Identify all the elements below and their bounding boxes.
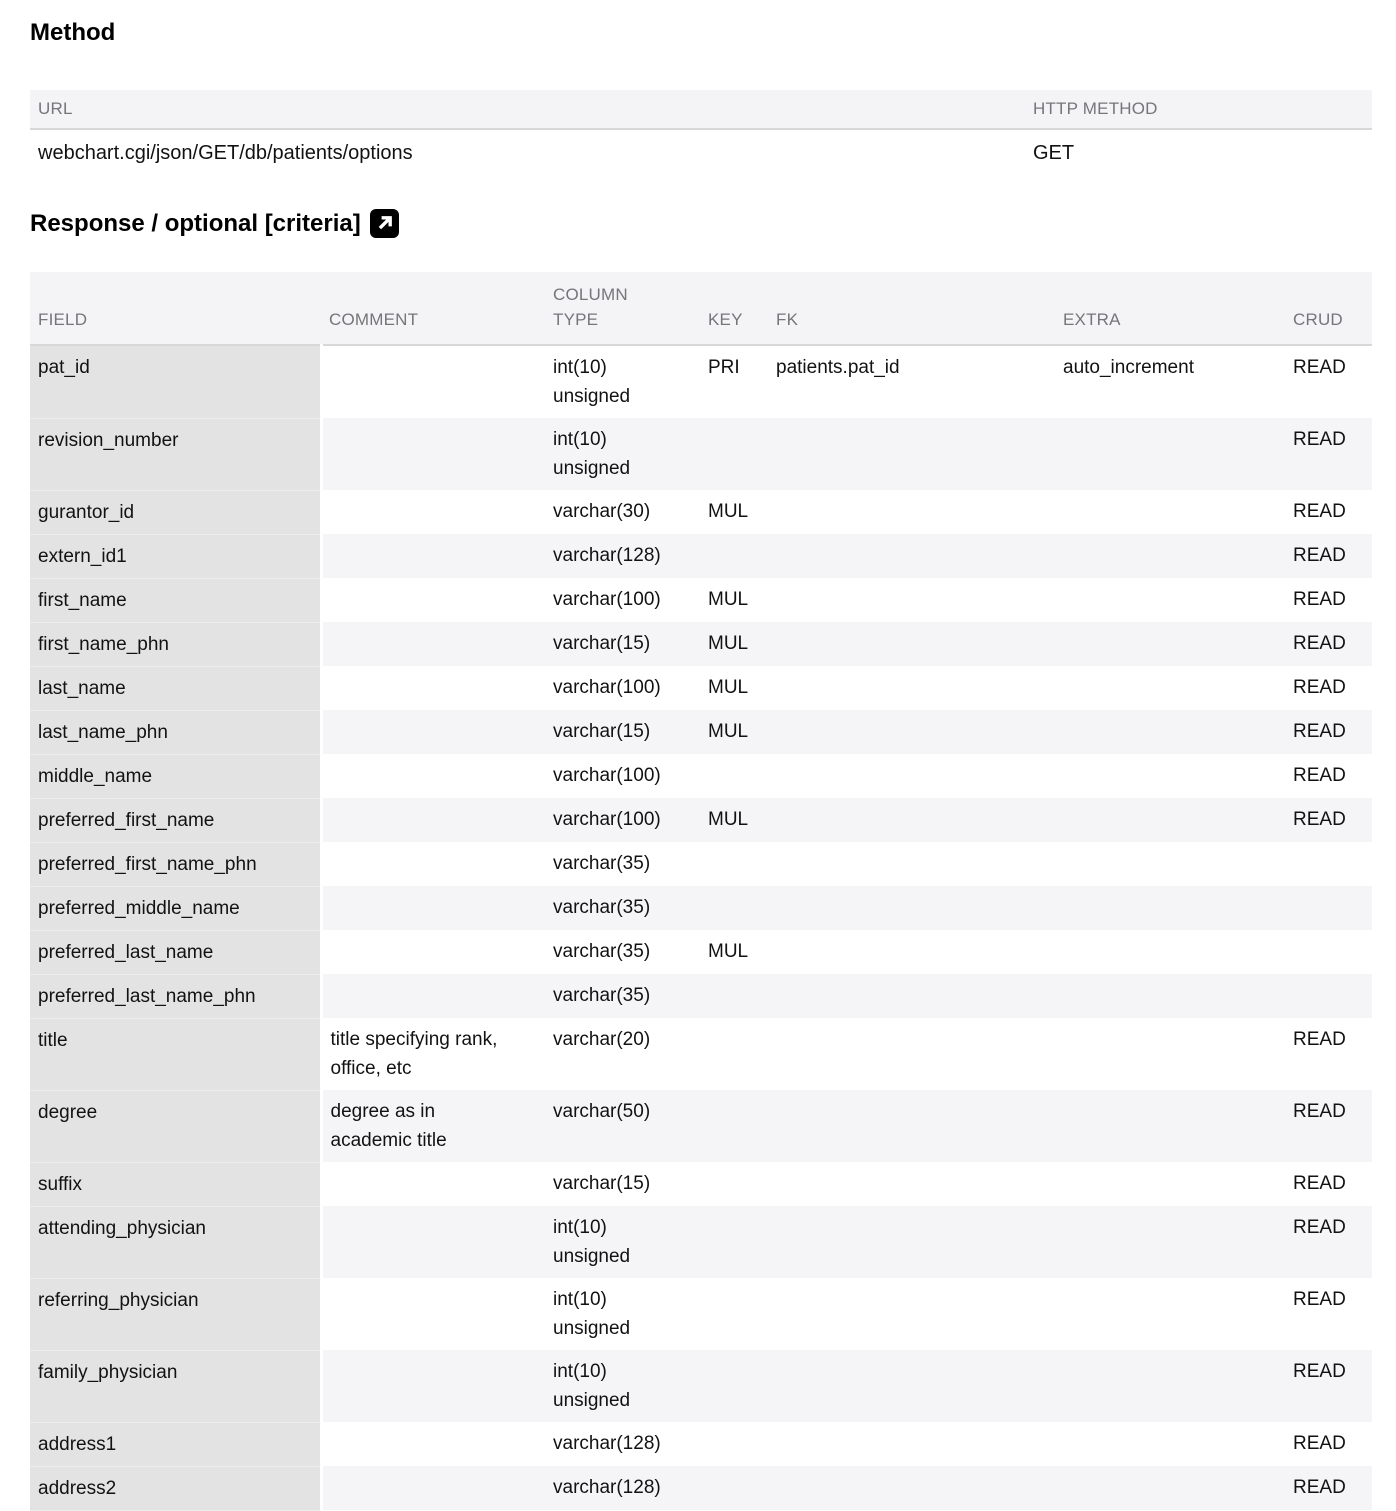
table-row [30,974,1372,1018]
response-heading [30,209,1372,238]
key-cell [700,754,768,798]
column-type-cell: varchar(35) [545,886,700,930]
comment-cell [321,534,545,578]
comment-cell [321,1206,545,1278]
comment-cell [321,578,545,622]
extra-cell [1055,1278,1285,1350]
extra-cell: auto_increment [1063,357,1194,378]
comment-cell [321,754,545,798]
comment-cell [321,1466,545,1510]
comment-cell [321,345,545,418]
extra-cell [1055,710,1285,754]
key-cell [700,1090,768,1162]
fk-cell [768,842,1055,886]
field-cell: address2 [30,1466,321,1510]
field-cell: preferred_last_name_phn [30,974,321,1018]
field-cell: preferred_first_name [30,798,321,842]
field-column-header: FIELD [30,272,321,345]
field-cell: suffix [30,1162,321,1206]
column-type-cell: varchar(128) [553,1433,661,1454]
extra-cell [1055,578,1285,622]
comment-cell: degree as in academic title [321,1090,545,1162]
crud-cell: READ [1285,710,1372,754]
crud-cell: READ [1293,765,1346,786]
table-row [30,622,1372,666]
fk-cell [768,754,1055,798]
column-type-column-header: COLUMN TYPE [545,272,700,345]
extra-cell [1055,1422,1285,1466]
crud-column-header: CRUD [1285,272,1372,345]
fk-cell [768,1018,1055,1090]
table-row [30,798,1372,842]
crud-cell: READ [1293,677,1346,698]
column-type-cell: varchar(35) [553,941,651,962]
field-cell: preferred_first_name_phn [30,842,321,886]
field-cell: address1 [30,1422,321,1466]
key-cell [700,1422,768,1466]
key-cell [700,1162,768,1206]
fk-cell [768,974,1055,1018]
crud-cell: READ [1285,1206,1372,1278]
fk-column-header: FK [768,272,1055,345]
column-type-cell: varchar(20) [553,1029,651,1050]
column-type-cell: varchar(50) [545,1090,700,1162]
comment-cell [321,798,545,842]
comment-cell [321,1422,545,1466]
table-row [30,1466,1372,1510]
key-cell [700,418,768,490]
comment-cell [321,842,545,886]
column-type-cell: int(10) unsigned [553,357,631,407]
key-cell [700,1278,768,1350]
key-cell: MUL [708,677,749,698]
field-cell: referring_physician [30,1278,321,1350]
response-table-body [30,345,1372,1510]
url-column-header: URL [30,90,1025,129]
comment-cell [321,1350,545,1422]
crud-cell [1285,886,1372,930]
key-cell [700,534,768,578]
comment-cell [321,710,545,754]
field-cell: last_name [30,666,321,710]
table-row [30,1162,1372,1206]
field-cell: degree [30,1090,321,1162]
table-row [30,710,1372,754]
method-table-header-row [30,90,1372,129]
crud-cell: READ [1293,1289,1346,1310]
table-row [30,534,1372,578]
key-cell [700,842,768,886]
table-row [30,1350,1372,1422]
comment-cell: title specifying rank, office, etc [330,1029,498,1079]
extra-cell [1055,1090,1285,1162]
extra-cell [1055,886,1285,930]
external-link-icon[interactable] [370,209,399,238]
key-cell: PRI [708,357,740,378]
fk-cell [768,1206,1055,1278]
fk-cell [768,1422,1055,1466]
fk-cell [768,1350,1055,1422]
table-row [30,1422,1372,1466]
extra-cell [1055,1018,1285,1090]
crud-cell: READ [1285,534,1372,578]
column-type-cell: varchar(30) [553,501,651,522]
crud-cell [1285,974,1372,1018]
response-table-header-row [30,272,1372,345]
fk-cell [768,798,1055,842]
column-type-cell: int(10) unsigned [545,1206,700,1278]
comment-cell [321,622,545,666]
crud-cell: READ [1293,1433,1346,1454]
field-cell: pat_id [30,345,321,418]
crud-cell: READ [1285,418,1372,490]
crud-cell: READ [1293,1173,1346,1194]
crud-cell: READ [1285,1466,1372,1510]
field-cell: first_name [30,578,321,622]
field-cell: first_name_phn [30,622,321,666]
table-row [30,666,1372,710]
fk-cell [768,418,1055,490]
extra-cell [1055,622,1285,666]
column-type-cell: varchar(15) [545,622,700,666]
fk-cell [768,622,1055,666]
key-cell: MUL [708,589,749,610]
table-row [30,1206,1372,1278]
key-cell: MUL [708,941,749,962]
method-table [30,90,1372,177]
fk-cell [768,1090,1055,1162]
fk-cell [768,578,1055,622]
fk-cell [768,1466,1055,1510]
key-column-header: KEY [700,272,768,345]
extra-cell [1055,930,1285,974]
key-cell [700,1466,768,1510]
column-type-cell: varchar(128) [545,1466,700,1510]
column-type-cell: varchar(35) [553,853,651,874]
key-cell [700,1350,768,1422]
extra-cell [1055,798,1285,842]
table-row [30,842,1372,886]
key-cell [700,1018,768,1090]
key-cell: MUL [700,710,768,754]
table-row [30,490,1372,534]
extra-cell [1055,534,1285,578]
key-cell [700,886,768,930]
column-type-cell: varchar(128) [545,534,700,578]
comment-cell [321,666,545,710]
field-cell: title [30,1018,321,1090]
table-row [30,578,1372,622]
field-cell: family_physician [30,1350,321,1422]
comment-cell [321,418,545,490]
key-cell: MUL [700,622,768,666]
column-type-cell: varchar(100) [545,798,700,842]
extra-cell [1055,1206,1285,1278]
column-type-cell: varchar(15) [545,710,700,754]
comment-column-header: COMMENT [321,272,545,345]
crud-cell: READ [1293,501,1346,522]
table-row [30,1018,1372,1090]
table-row [30,418,1372,490]
fk-cell [768,534,1055,578]
column-type-cell: int(10) unsigned [545,1350,700,1422]
extra-cell [1055,842,1285,886]
extra-cell [1055,418,1285,490]
crud-cell: READ [1285,1350,1372,1422]
fk-cell [768,710,1055,754]
crud-cell: READ [1293,357,1346,378]
http-method-column-header: HTTP METHOD [1025,90,1372,129]
key-cell: MUL [708,501,749,522]
table-row [30,930,1372,974]
column-type-cell: varchar(100) [553,677,661,698]
extra-cell [1055,974,1285,1018]
table-row [30,1278,1372,1350]
extra-column-header: EXTRA [1055,272,1285,345]
key-cell [700,1206,768,1278]
url-value: webchart.cgi/json/GET/db/patients/options [38,142,413,164]
comment-cell [321,1162,545,1206]
comment-cell [321,930,545,974]
fk-cell [768,666,1055,710]
column-type-cell: int(10) unsigned [553,1289,631,1339]
response-heading-label: Response / optional [criteria] [30,210,361,237]
comment-cell [321,490,545,534]
crud-cell [1285,842,1372,886]
fk-cell [768,490,1055,534]
fk-cell [768,1162,1055,1206]
field-cell: extern_id1 [30,534,321,578]
extra-cell [1055,1162,1285,1206]
crud-cell: READ [1285,1090,1372,1162]
field-cell: attending_physician [30,1206,321,1278]
field-cell: preferred_middle_name [30,886,321,930]
http-method-value: GET [1033,142,1075,164]
field-cell: last_name_phn [30,710,321,754]
fk-cell [768,930,1055,974]
table-row [30,1090,1372,1162]
comment-cell [321,886,545,930]
field-cell: preferred_last_name [30,930,321,974]
crud-cell: READ [1285,622,1372,666]
table-row [30,754,1372,798]
key-cell [700,974,768,1018]
extra-cell [1055,490,1285,534]
method-heading: Method [30,19,116,46]
field-cell: middle_name [30,754,321,798]
column-type-cell: varchar(15) [553,1173,651,1194]
fk-cell: patients.pat_id [776,357,900,378]
crud-cell: READ [1285,798,1372,842]
extra-cell [1055,666,1285,710]
table-row [30,345,1372,418]
comment-cell [321,1278,545,1350]
fk-cell [768,1278,1055,1350]
field-cell: gurantor_id [30,490,321,534]
field-cell: revision_number [30,418,321,490]
comment-cell [321,974,545,1018]
method-table-row [30,129,1372,177]
crud-cell: READ [1293,1029,1346,1050]
column-type-cell: varchar(35) [545,974,700,1018]
column-type-cell: varchar(100) [553,765,661,786]
crud-cell [1285,930,1372,974]
extra-cell [1055,754,1285,798]
response-table [30,272,1372,1511]
extra-cell [1055,1466,1285,1510]
column-type-cell: varchar(100) [553,589,661,610]
column-type-cell: int(10) unsigned [545,418,700,490]
extra-cell [1055,1350,1285,1422]
table-row [30,886,1372,930]
key-cell: MUL [700,798,768,842]
crud-cell: READ [1293,589,1346,610]
fk-cell [768,886,1055,930]
